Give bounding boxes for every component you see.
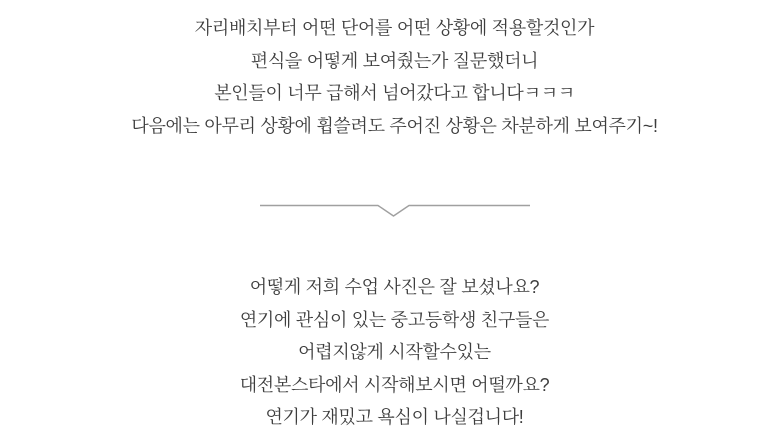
chevron-down-divider-icon [260, 204, 530, 218]
text-line: 연기에 관심이 있는 중고등학생 친구들은 [239, 309, 550, 330]
text-line: 어렵지않게 시작할수있는 [298, 342, 491, 362]
text-line: 편식을 어떻게 보여줬는가 질문했더니 [250, 50, 539, 71]
text-line: 연기가 재밌고 욕심이 나실겁니다! [265, 407, 524, 427]
post-content [8, 0, 773, 434]
text-line: 자리배치부터 어떤 단어를 어떤 상황에 적용할것인가 [194, 18, 595, 38]
paragraph-block-1 [8, 12, 773, 142]
section-divider [8, 204, 773, 218]
text-line: 어떻게 저희 수업 사진은 잘 보셨나요? [249, 277, 540, 297]
paragraph-block-2 [8, 271, 773, 434]
text-line: 대전본스타에서 시작해보시면 어떨까요? [239, 374, 550, 395]
text-line: 다음에는 아무리 상황에 휩쓸려도 주어진 상황은 차분하게 보여주기~! [131, 115, 658, 136]
text-line: 본인들이 너무 급해서 넘어갔다고 합니다ㅋㅋㅋ [214, 83, 575, 103]
